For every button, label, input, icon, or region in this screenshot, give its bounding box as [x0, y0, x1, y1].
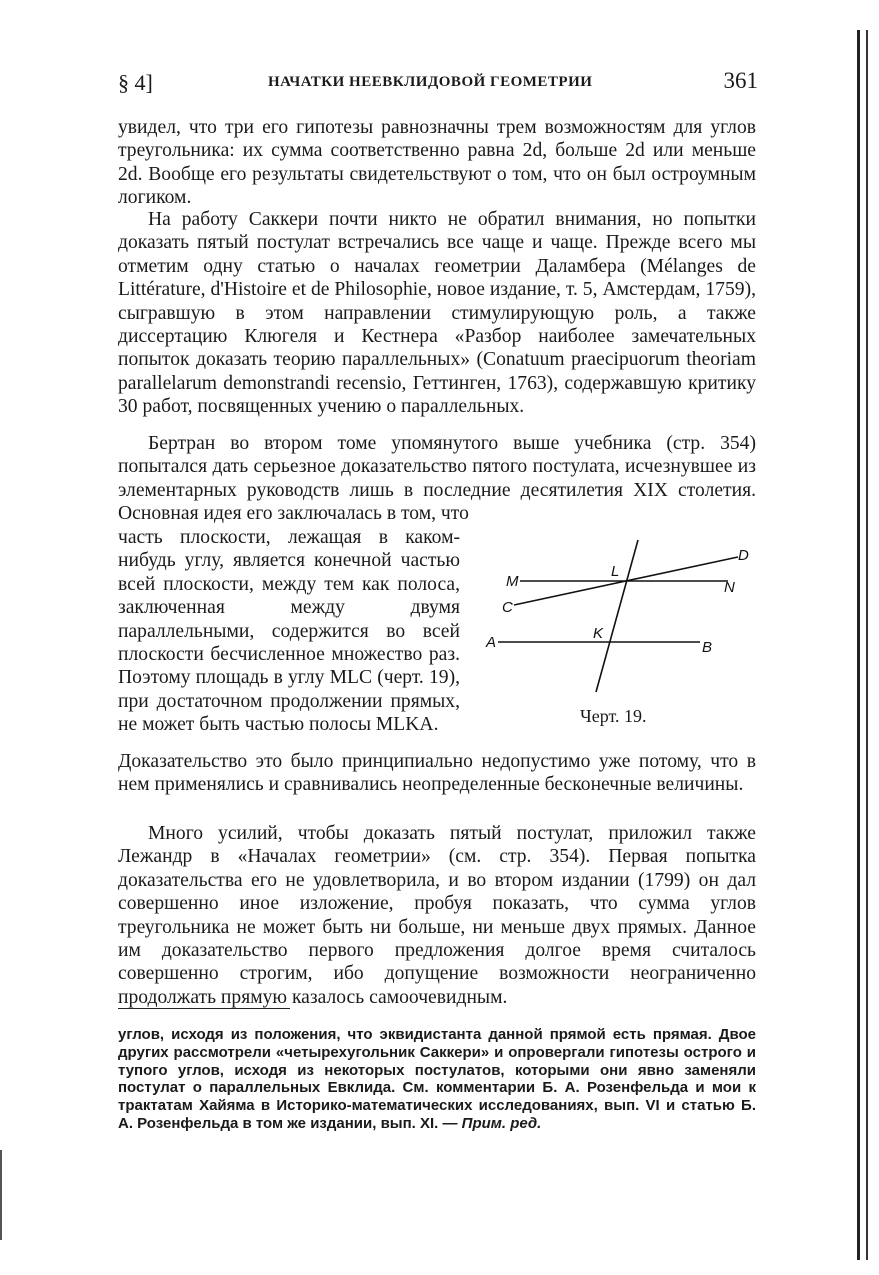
page-edge-line [857, 30, 860, 1260]
label-C: C [502, 599, 513, 616]
paragraph-1-text: увидел, что три его гипотезы равнозначны трем возможностям для углов треугольника: их сумма соответственно равна 2d, больше 2d или меньше 2d. Вообще его результаты свидетельствуют о том, что он был остроумным логиком. [118, 117, 756, 209]
paragraph-3-end [118, 750, 756, 797]
label-D: D [738, 547, 749, 564]
page-edge-line-2 [866, 30, 868, 1260]
paragraph-3-wrap [118, 526, 460, 737]
label-B: B [702, 639, 713, 656]
figure-caption: Черт. 19. [580, 706, 647, 726]
footnote-separator [118, 1008, 290, 1009]
page-number: 361 [723, 68, 758, 93]
footnote-text: углов, исходя из положения, что эквидистанта данной прямой есть прямая. Двое других рассмотрели «четырехугольник Саккери» и опровергали гипотезы острого и тупого углов, исходя из некоторых постулатов, которыми они явно заменяли постулат о параллельных Евклида. См. комментарии Б. А. Розенфельда и мои к трактатам Хайяма в Историко-математических исследованиях, вып. VI и статью Б. А. Розенфельда в том же издании, вып. XI. — [118, 1026, 756, 1132]
paragraph-3-text: Бертран во втором томе упомянутого выше учебника (стр. 354) попытался дать серьезное доказательство пятого постулата, исчезнувшее из элементарных руководств лишь в последние десятилетия XIX столетия. Основная идея его заключалась в том, что [118, 433, 756, 525]
label-M: M [506, 573, 519, 590]
footnote-editor-note: Прим. ред. [461, 1114, 542, 1132]
label-K: K [593, 625, 604, 642]
paragraph-2 [118, 208, 756, 419]
paragraph-3 [118, 432, 756, 526]
section-number: § 4] [118, 70, 153, 95]
page-edge-mark [0, 1150, 2, 1240]
footnote [118, 1026, 756, 1133]
running-header [118, 62, 758, 98]
figure-19-diagram [478, 534, 762, 724]
label-N: N [724, 579, 735, 596]
running-title: НАЧАТКИ НЕЕВКЛИДОВОЙ ГЕОМЕТРИИ [268, 74, 593, 90]
paragraph-3-wrap-text: часть плоскости, лежащая в каком-нибудь углу, является конечной частью всей плоскости, между тем как полоса, заключенная между двумя параллельными, содержится во всей плоскости бесчисленное множество раз. Поэтому площадь в углу MLC (черт. 19), при достаточном продолжении прямых, не может быть частью полосы MLKA. [118, 527, 460, 736]
paragraph-3-end-text: Доказательство это было принципиально недопустимо уже потому, что в нем применялись и сравнивались неопределенные бесконечные величины. [118, 751, 756, 796]
label-L: L [611, 563, 620, 580]
paragraph-4-text: Много усилий, чтобы доказать пятый постулат, приложил также Лежандр в «Началах геометрии» (см. стр. 354). Первая попытка доказательства его не удовлетворила, и во втором издании (1799) он дал совершенно иное изложение, пробуя показать, что сумма углов треугольника не может быть ни больше, ни меньше двух прямых. Данное им доказательство первого предложения долгое время считалось совершенно строгим, ибо допущение возможности неограниченно продолжать прямую казалось самоочевидным. [118, 823, 756, 1008]
label-A: A [486, 634, 497, 651]
paragraph-2-text: На работу Саккери почти никто не обратил внимания, но попытки доказать пятый постулат встречались все чаще и чаще. Прежде всего мы отметим одну статью о началах геометрии Даламбера (Mélanges de Littérature, d'Histoire et de Philosophie, новое издание, т. 5, Амстердам, 1759), сыгравшую в этом направлении стимулирующую роль, а также диссертацию Клюгеля и Кестнера «Разбор наиболее замечательных попыток доказать теорию параллельных» (Conatuum praecipuorum theoriam parallelarum demonstrandi recensio, Геттинген, 1763), содержавшую критику 30 работ, посвященных учению о параллельных. [118, 209, 756, 418]
paragraph-1 [118, 116, 756, 210]
paragraph-4 [118, 822, 756, 1009]
